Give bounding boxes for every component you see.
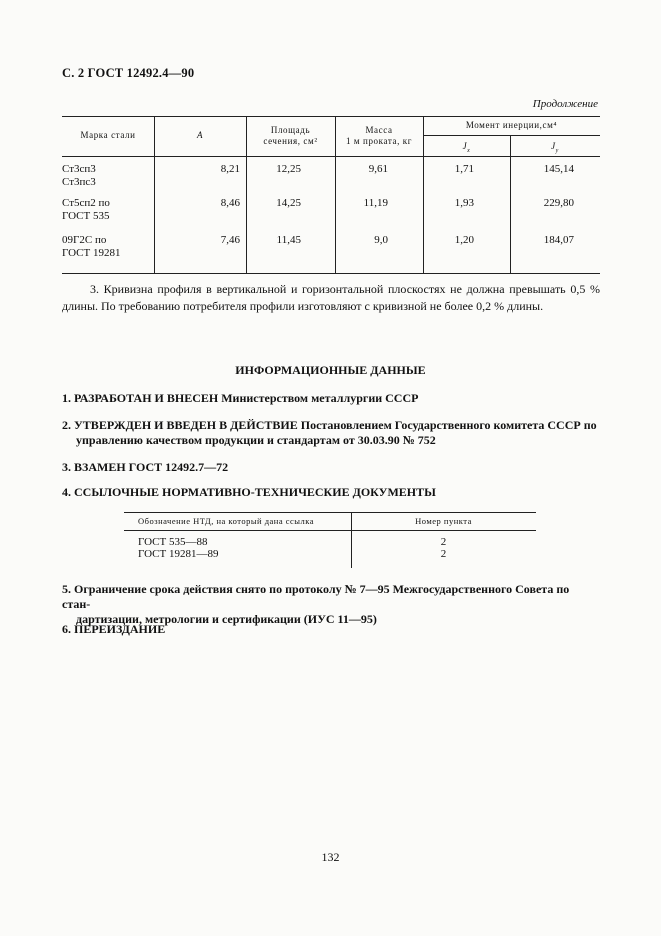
info-item-5-line1: 5. Ограничение срока действия снято по протоколу № 7—95 Межгосударственного Совета по стан- (62, 582, 570, 611)
header-jx-symbol: J (462, 141, 468, 151)
header-grade: Марка стали (80, 130, 136, 140)
row3-grade (62, 234, 120, 260)
header-area-line1: Площадь (270, 125, 311, 135)
page-number: 132 (321, 850, 340, 864)
paragraph-curvature: 3. Кривизна профиля в вертикальной и горизонтальной плоскостях не должна превышать 0,5 % длины. По требованию потребителя профили изготовляют с кривизной не более 0,2 % длины. (62, 282, 600, 313)
row3-grade-line2: ГОСТ 19281 (62, 247, 121, 259)
info-item-5-line2: дартизации, метрологии и сертификации (ИУС 11—95) (76, 612, 377, 626)
header-moment: Момент инерции,см⁴ (465, 120, 558, 130)
continuation-label: Продолжение (532, 98, 598, 110)
col-divider (423, 116, 424, 273)
ref-row2-doc: ГОСТ 19281—89 (138, 548, 219, 560)
info-item-2-line2: управлению качеством продукции и стандартам от 30.03.90 № 752 (76, 433, 436, 447)
info-item-6: 6. ПЕРЕИЗДАНИЕ (62, 622, 166, 636)
row3-area: 11,45 (276, 234, 301, 246)
row2-mass: 11,19 (363, 197, 388, 209)
row2-area: 14,25 (276, 197, 301, 209)
ref-header-doc: Обозначение НТД, на который дана ссылка (138, 516, 315, 526)
moment-subheader-rule (423, 135, 600, 136)
header-jx-subscript: x (467, 147, 471, 154)
ref-table-top-rule (124, 512, 536, 513)
row3-jy: 184,07 (543, 234, 574, 246)
header-area (246, 125, 335, 147)
row1-area: 12,25 (276, 163, 301, 175)
reference-docs-table (124, 512, 536, 568)
row1-grade-line1: Ст3сп3 (62, 163, 96, 175)
info-item-5 (62, 582, 600, 627)
info-item-4: 4. ССЫЛОЧНЫЕ НОРМАТИВНО-ТЕХНИЧЕСКИЕ ДОКУМЕНТЫ (62, 485, 436, 499)
header-jy-symbol: J (551, 141, 556, 151)
header-area-line2: сечения, см² (263, 136, 318, 146)
row2-grade-line2: ГОСТ 535 (62, 210, 110, 222)
header-a: A (196, 130, 204, 140)
steel-properties-table (62, 116, 600, 274)
row3-jx: 1,20 (454, 234, 474, 246)
header-jx (423, 141, 510, 157)
row2-grade-line1: Ст5сп2 по (62, 197, 110, 209)
info-item-2 (62, 418, 600, 448)
row3-a: 7,46 (220, 234, 240, 246)
info-item-1: 1. РАЗРАБОТАН И ВНЕСЕН Министерством металлургии СССР (62, 391, 419, 405)
table-bottom-rule (62, 273, 600, 274)
info-section-title: ИНФОРМАЦИОННЫЕ ДАННЫЕ (235, 363, 426, 377)
row3-grade-line1: 09Г2С по (62, 234, 107, 246)
row1-grade-line2: Ст3пс3 (62, 176, 96, 188)
ref-row2-item: 2 (440, 548, 447, 560)
info-item-2-line1: 2. УТВЕРЖДЕН И ВВЕДЕН В ДЕЙСТВИЕ Постановлением Государственного комитета СССР по (62, 418, 597, 432)
row1-grade (62, 163, 96, 189)
header-mass-line2: 1 м проката, кг (345, 136, 413, 146)
info-item-3: 3. ВЗАМЕН ГОСТ 12492.7—72 (62, 460, 229, 474)
header-mass (335, 125, 423, 147)
table-top-rule (62, 116, 600, 117)
row1-jy: 145,14 (543, 163, 574, 175)
header-mass-line1: Масса (365, 125, 393, 135)
row1-jx: 1,71 (454, 163, 474, 175)
row1-mass: 9,61 (368, 163, 388, 175)
row2-grade (62, 197, 110, 223)
header-jy-subscript: y (555, 147, 559, 154)
ref-row1-item: 2 (440, 536, 447, 548)
ref-header-item: Номер пункта (415, 516, 472, 526)
row1-a: 8,21 (220, 163, 240, 175)
row2-a: 8,46 (220, 197, 240, 209)
page-header: С. 2 ГОСТ 12492.4—90 (62, 66, 195, 80)
ref-row1-doc: ГОСТ 535—88 (138, 536, 208, 548)
row3-mass: 9,0 (374, 234, 388, 246)
row2-jy: 229,80 (543, 197, 574, 209)
header-jy (510, 141, 600, 157)
ref-table-header-rule (124, 530, 536, 531)
row2-jx: 1,93 (454, 197, 474, 209)
